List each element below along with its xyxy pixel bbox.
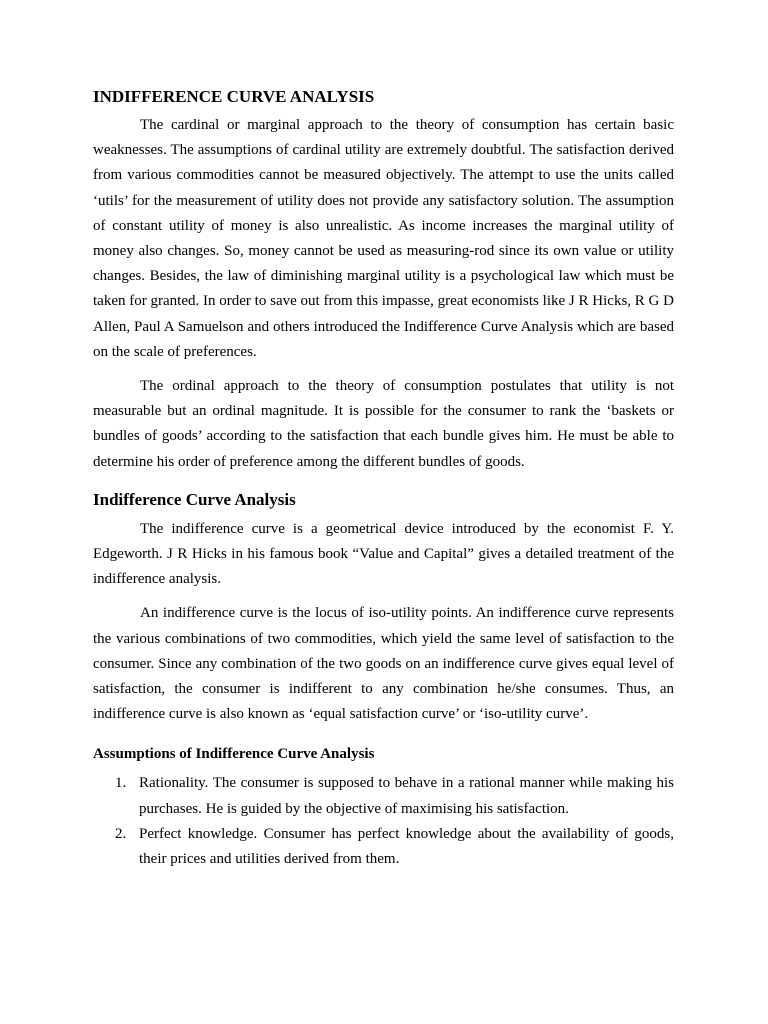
list-item-number: 1. [115,775,127,792]
document-page [93,86,674,872]
section-paragraph-1: The indifference curve is a geometrical device introduced by the economist F. Y. Edgeworth. J R Hicks in his famous book “Value and Capital” gives a detailed treatment of the indifference analysis. [93,520,674,588]
document-title: INDIFFERENCE CURVE ANALYSIS [93,87,375,106]
section-paragraph-2: An indifference curve is the locus of iso-utility points. An indifference curve represents the various combinations of two commodities, which yield the same level of satisfaction to the consumer. Since any combination of the two goods on an indifference curve gives equal level of satisfaction, the consumer is indifferent to any combination he/she consumes. Thus, an indifference curve is also known as ‘equal satisfaction curve’ or ‘iso-utility curve’. [93,605,674,723]
intro-paragraph-2: The ordinal approach to the theory of consumption postulates that utility is not measurable but an ordinal magnitude. It is possible for the consumer to rank the ‘baskets or bundles of goods’ according to the satisfaction that each bundle gives him. He must be able to determine his order of preference among the different bundles of goods. [93,378,674,470]
intro-paragraph-1: The cardinal or marginal approach to the theory of consumption has certain basic weaknesses. The assumptions of cardinal utility are extremely doubtful. The satisfaction derived from various commodities cannot be measured objectively. The attempt to use the units called ‘utils’ for the measurement of utility does not provide any satisfactory solution. The assumption of constant utility of money is also unrealistic. As income increases the marginal utility of money also changes. So, money cannot be used as measuring-rod since its own value or utility changes. Besides, the law of diminishing marginal utility is a psychological law which must be taken for granted. In order to save out from this impasse, great economists like J R Hicks, R G D Allen, Paul A Samuelson and others introduced the Indifference Curve Analysis which are based on the scale of preferences. [93,117,674,360]
list-item-number: 2. [115,825,127,842]
list-item [93,771,674,821]
section-heading: Indifference Curve Analysis [93,489,296,509]
assumptions-list [93,771,674,872]
list-item-text: Perfect knowledge. Consumer has perfect knowledge about the availability of goods, their prices and utilities derived from them. [139,825,674,868]
list-item [93,822,674,872]
list-item-text: Rationality. The consumer is supposed to behave in a rational manner while making his purchases. He is guided by the objective of maximising his satisfaction. [139,775,674,817]
assumptions-heading: Assumptions of Indifference Curve Analysis [93,746,375,763]
